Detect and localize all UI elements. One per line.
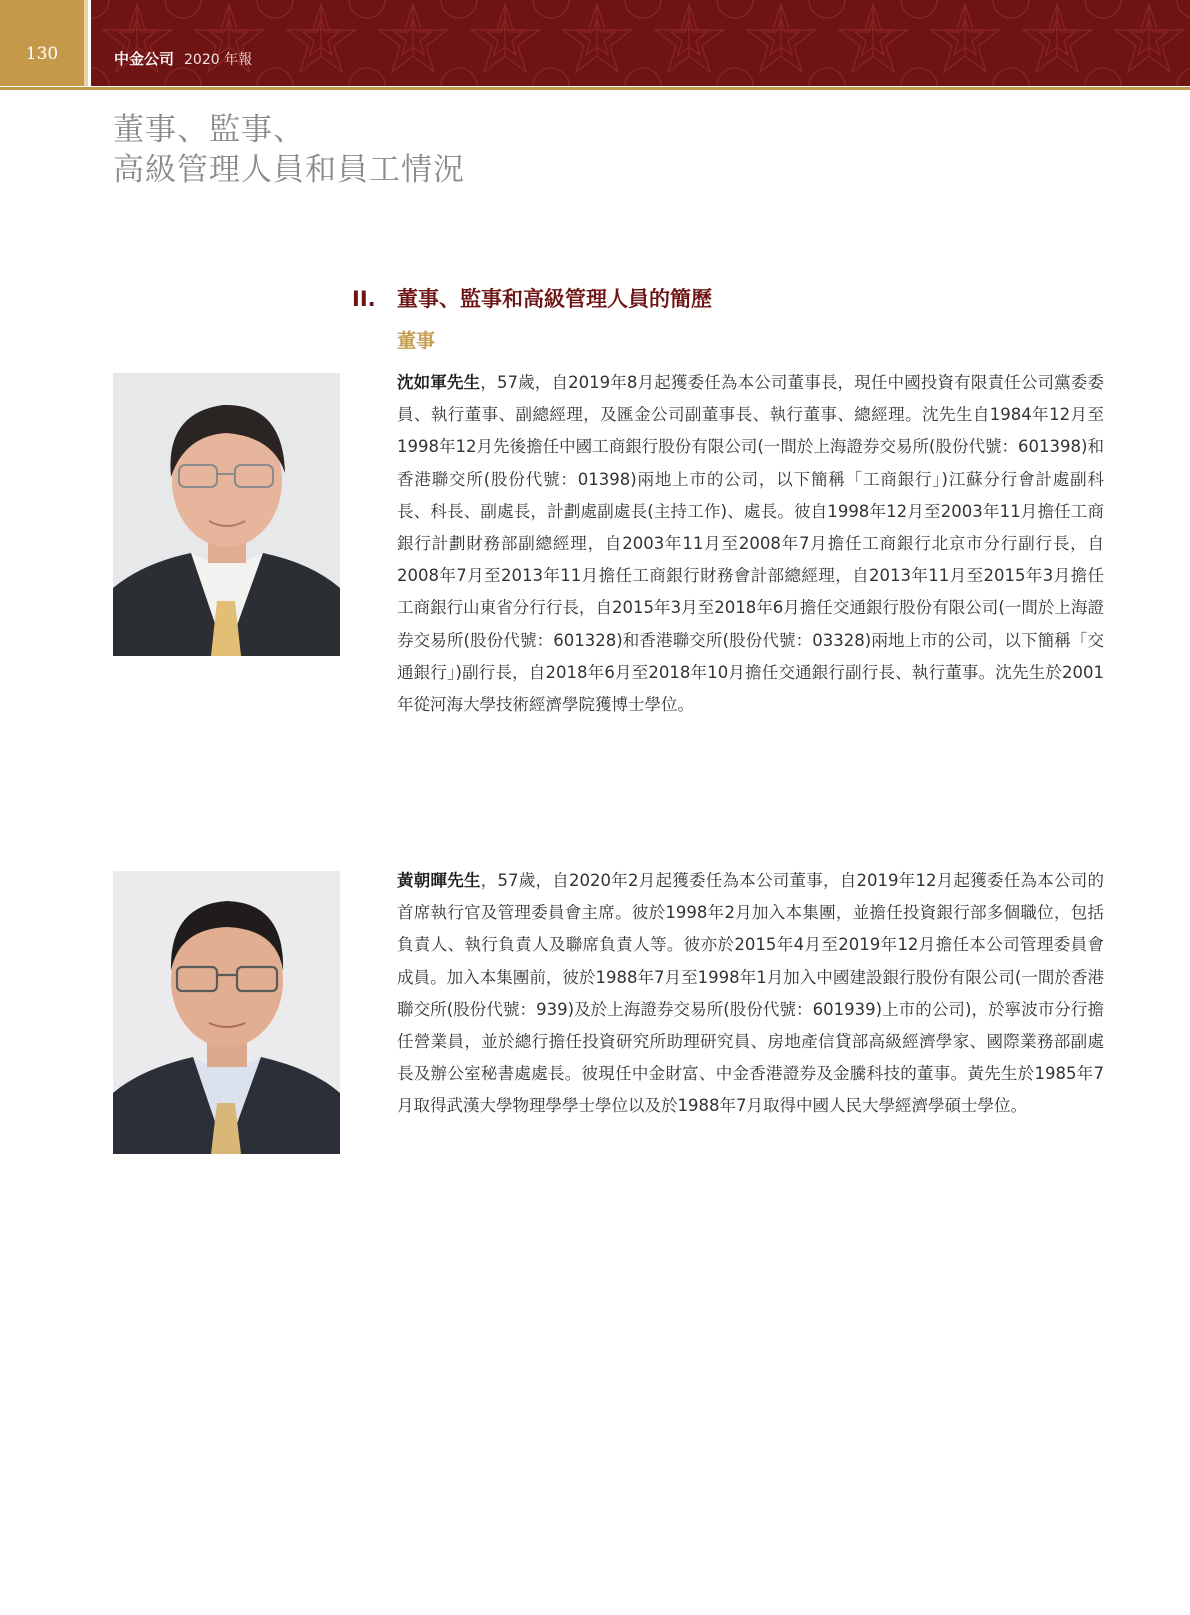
subsection-title: 董事、監事和高級管理人員的簡歷 xyxy=(397,287,712,311)
director-bio-text: ，57歲，自2020年2月起獲委任為本公司董事，自2019年12月起獲委任為本公司的首席執行官及管理委員會主席。彼於1998年2月加入本集團，並擔任投資銀行部多個職位，包括負責人、執行負責人及聯席負責人等。彼亦於2015年4月至2019年12月擔任本公司管理委員會成員。加入本集團前，彼於1988年7月至1998年1月加入中國建設銀行股份有限公司(一間於香港聯交所(股份代號：939)及於上海證券交易所(股份代號：601939)上市的公司)，於寧波市分行擔任營業員，並於總行擔任投資研究所助理研究員、房地產信貸部高級經濟學家、國際業務部副處長及辦公室秘書處處長。彼現任中金財富、中金香港證券及金騰科技的董事。黃先生於1985年7月取得武漢大學物理學學士學位以及於1988年7月取得中國人民大學經濟學碩士學位。 xyxy=(397,871,1105,1116)
person-icon xyxy=(113,373,340,656)
star-pattern-icon xyxy=(91,0,1190,86)
director-portrait xyxy=(113,871,340,1154)
report-title: 2020 年報 xyxy=(184,52,253,68)
section-title-line-2: 高級管理人員和員工情況 xyxy=(113,152,465,188)
person-icon xyxy=(113,871,340,1154)
page-number: 130 xyxy=(25,44,59,64)
director-name: 沈如軍先生 xyxy=(397,373,481,392)
page-header xyxy=(0,0,1190,92)
director-bio xyxy=(397,367,1104,721)
subsection-number: II. xyxy=(352,287,376,311)
header-gold-rule xyxy=(0,87,1190,90)
director-bio-text: ，57歲，自2019年8月起獲委任為本公司董事長，現任中國投資有限責任公司黨委委員、執行董事、副總經理，及匯金公司副董事長、執行董事、總經理。沈先生自1984年12月至1998年12月先後擔任中國工商銀行股份有限公司(一間於上海證券交易所(股份代號：601398)和香港聯交所(股份代號：01398)兩地上市的公司，以下簡稱「工商銀行」)江蘇分行會計處副科長、科長、副處長，計劃處副處長(主持工作)、處長。彼自1998年12月至2003年11月擔任工商銀行計劃財務部副總經理，自2003年11月至2008年7月擔任工商銀行北京市分行副行長，自2008年7月至2013年11月擔任工商銀行財務會計部總經理，自2013年11月至2015年3月擔任工商銀行山東省分行行長，自2015年3月至2018年6月擔任交通銀行股份有限公司(一間於上海證券交易所(股份代號：601328)和香港聯交所(股份代號：03328)兩地上市的公司，以下簡稱「交通銀行」)副行長，自2018年6月至2018年10月擔任交通銀行副行長、執行董事。沈先生於2001年從河海大學技術經濟學院獲博士學位。 xyxy=(397,373,1104,715)
section-title xyxy=(113,110,713,190)
director-bio xyxy=(397,865,1104,1123)
header-title xyxy=(114,48,252,69)
subsection-heading xyxy=(352,283,712,313)
header-pattern-band xyxy=(91,0,1190,86)
director-portrait xyxy=(113,373,340,656)
company-name: 中金公司 xyxy=(114,50,175,68)
director-name: 黃朝暉先生 xyxy=(397,871,481,890)
section-title-line-1: 董事、監事、 xyxy=(113,112,305,148)
page-number-box xyxy=(0,0,88,86)
category-heading: 董事 xyxy=(397,330,436,352)
